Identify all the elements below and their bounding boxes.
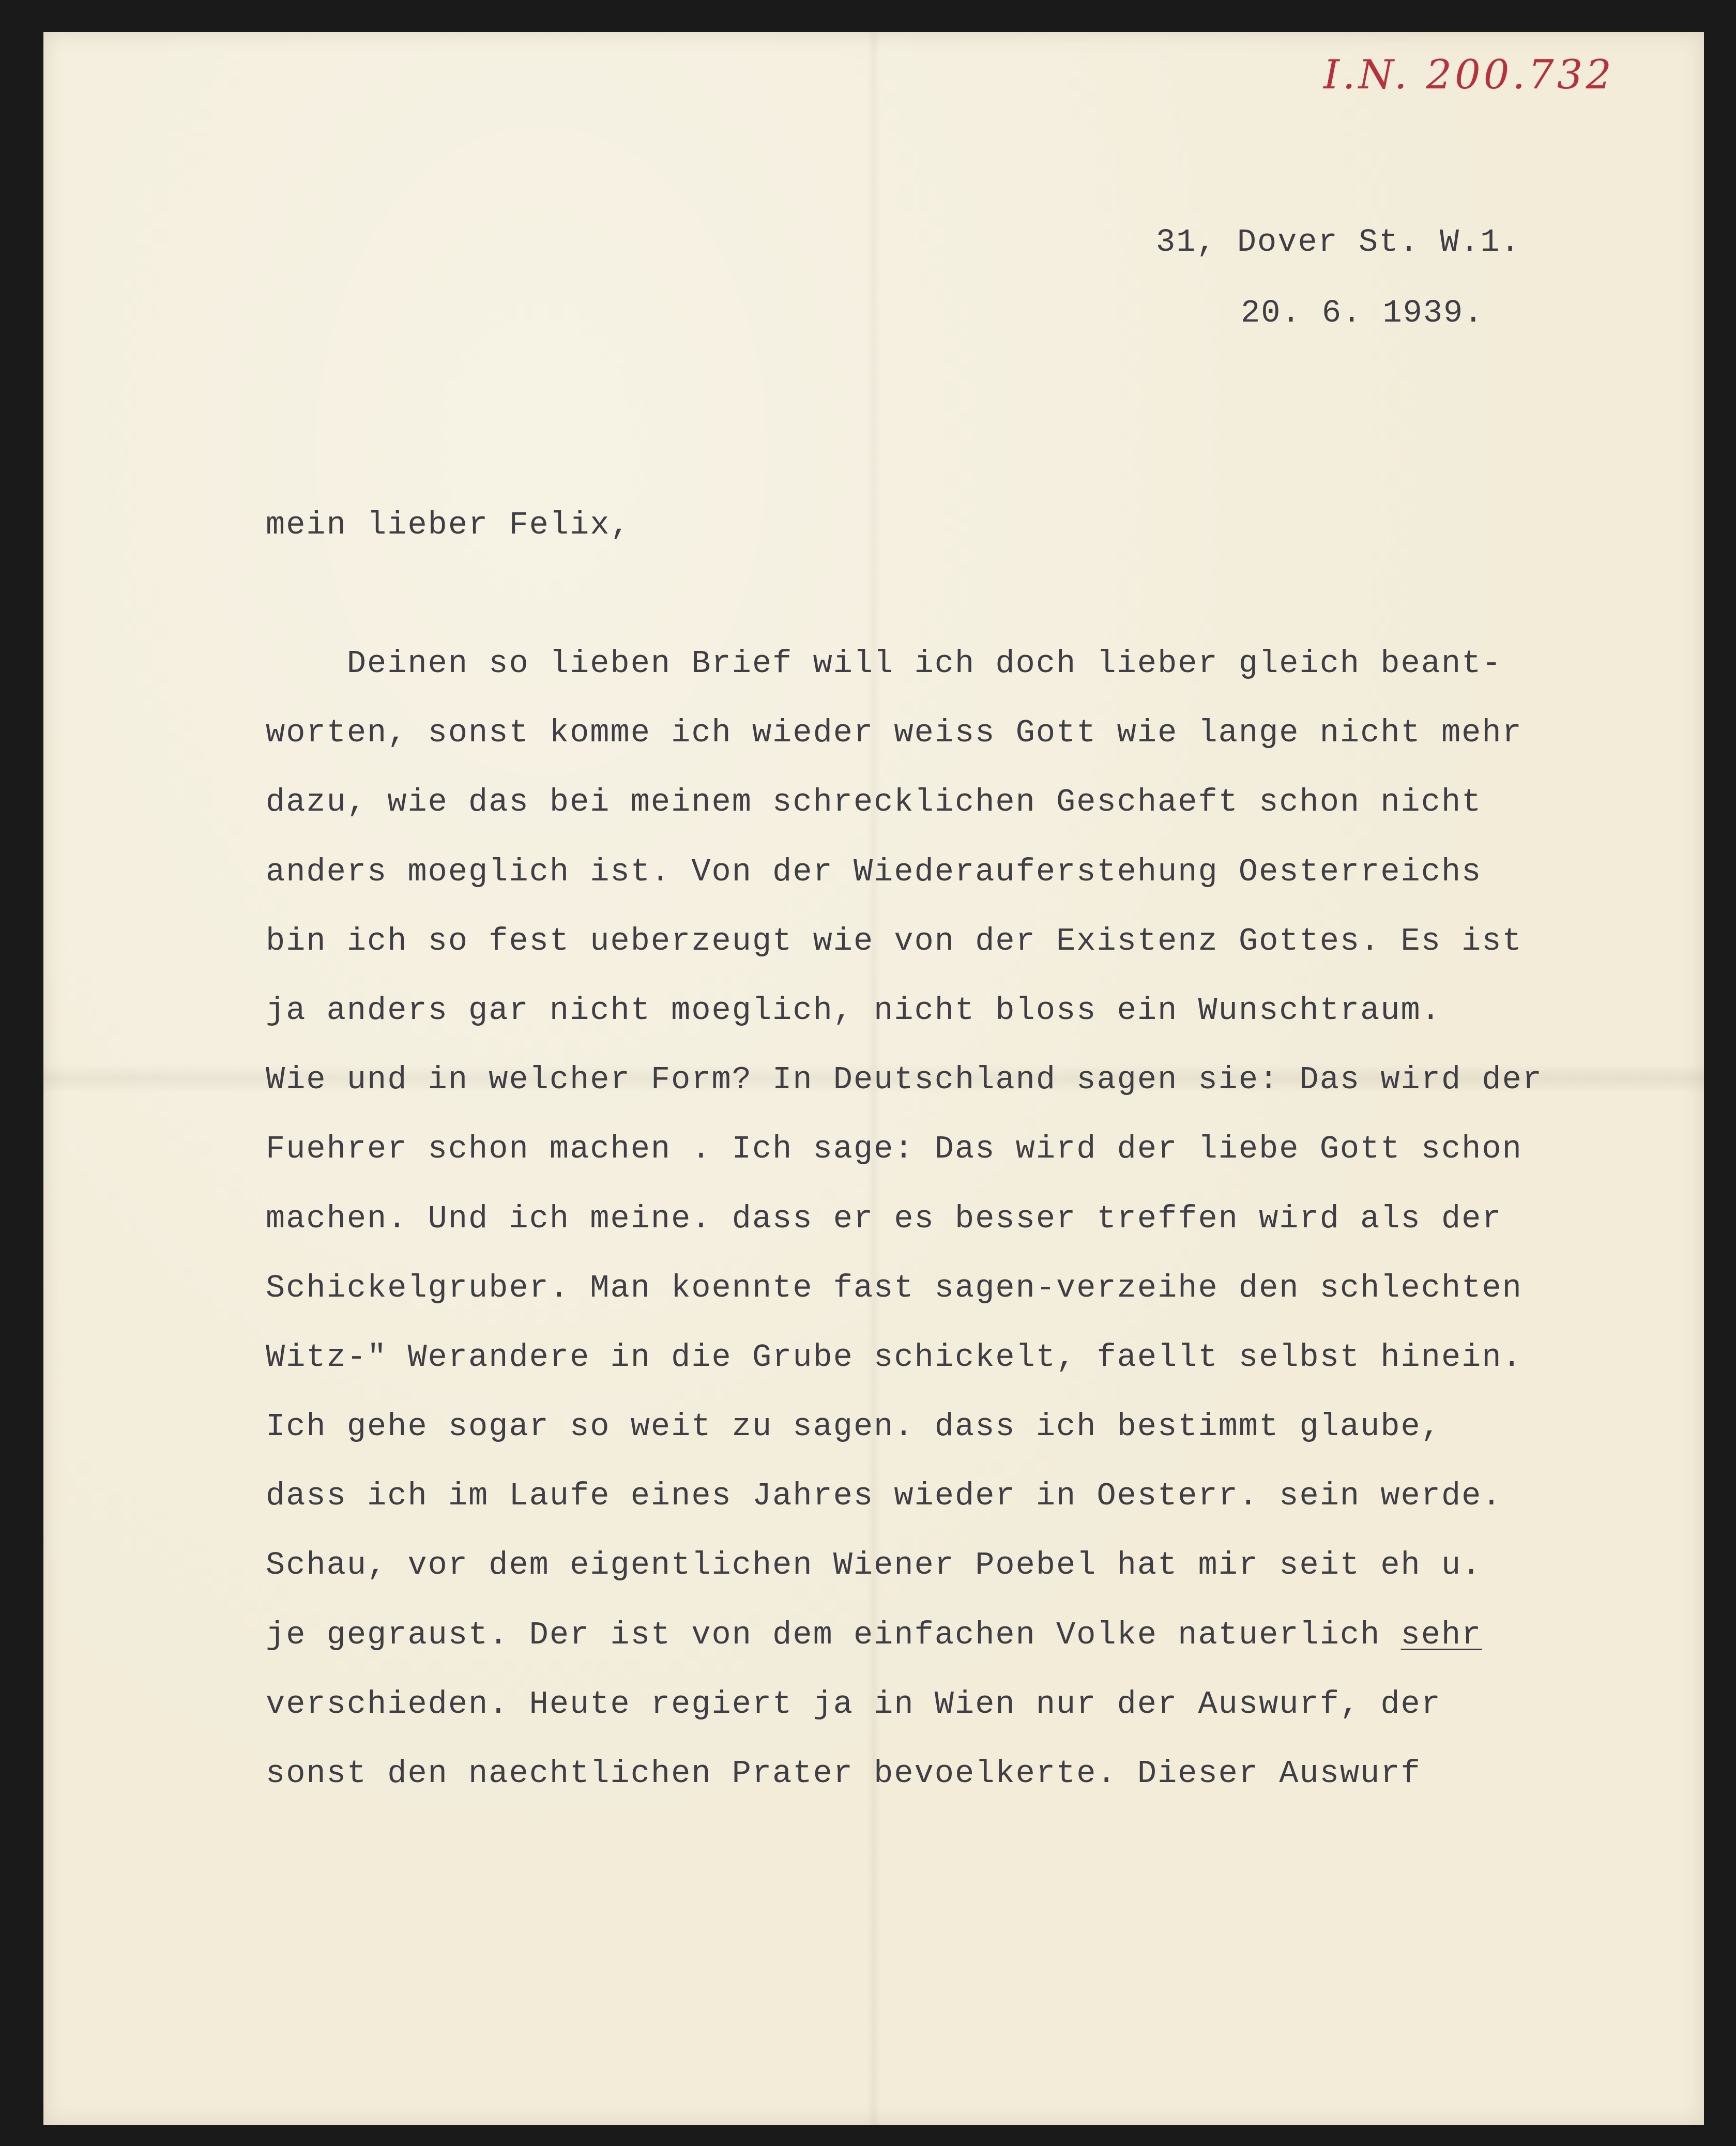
- salutation: mein lieber Felix,: [266, 507, 631, 543]
- body-line: sonst den naechtlichen Prater bevoelkerte. Dieser Auswurf: [266, 1755, 1421, 1792]
- body-line: dass ich im Laufe eines Jahres wieder in Oesterr. sein werde.: [266, 1478, 1502, 1515]
- body-line: bin ich so fest ueberzeugt wie von der Existenz Gottes. Es ist: [266, 922, 1522, 960]
- letter-date: 20. 6. 1939.: [1241, 295, 1484, 331]
- body-line-text: je gegraust. Der ist von dem einfachen Volke natuerlich: [266, 1616, 1401, 1653]
- body-line-with-underline: [266, 1617, 1543, 1686]
- body-line: dazu, wie das bei meinem schrecklichen Geschaeft schon nicht: [266, 784, 1482, 821]
- body-line: Schau, vor dem eigentlichen Wiener Poebel hat mir seit eh u.: [266, 1547, 1482, 1584]
- body-line: machen. Und ich meine. dass er es besser treffen wird als der: [266, 1200, 1502, 1237]
- body-line: anders moeglich ist. Von der Wiederauferstehung Oesterreichs: [266, 853, 1482, 890]
- body-line: Deinen so lieben Brief will ich doch lieber gleich beant-: [266, 645, 1502, 682]
- body-line: Fuehrer schon machen . Ich sage: Das wird der liebe Gott schon: [266, 1131, 1522, 1168]
- body-line: Wie und in welcher Form? In Deutschland sagen sie: Das wird der: [266, 1061, 1543, 1099]
- archive-number: I.N. 200.732: [1323, 52, 1615, 98]
- body-line: Schickelgruber. Man koennte fast sagen-verzeihe den schlechten: [266, 1269, 1522, 1306]
- underlined-word: sehr: [1400, 1616, 1482, 1653]
- body-line: worten, sonst komme ich wieder weiss Gott wie lange nicht mehr: [266, 714, 1522, 752]
- letter-body: [266, 645, 1543, 1824]
- body-line: Witz-" Werandere in die Grube schickelt, faellt selbst hinein.: [266, 1338, 1522, 1376]
- body-line: verschieden. Heute regiert ja in Wien nur der Auswurf, der: [266, 1685, 1441, 1723]
- body-line: Ich gehe sogar so weit zu sagen. dass ich bestimmt glaube,: [266, 1408, 1441, 1445]
- body-line: ja anders gar nicht moeglich, nicht bloss ein Wunschtraum.: [266, 992, 1441, 1029]
- sender-address: 31, Dover St. W.1.: [1156, 224, 1521, 261]
